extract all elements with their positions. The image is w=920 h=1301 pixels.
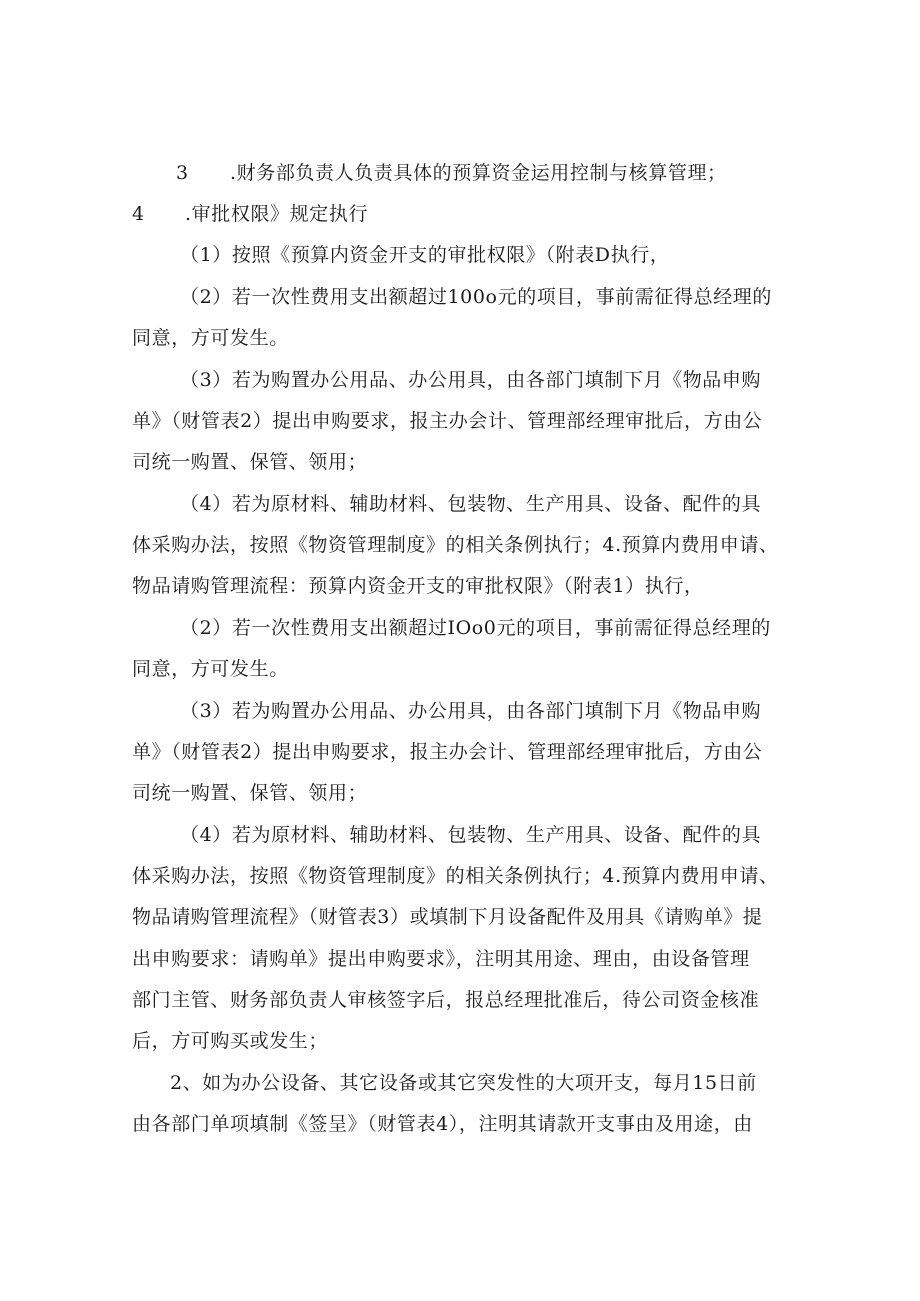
item-text: .财务部负责人负责具体的预算资金运用控制与核算管理； [230, 162, 727, 184]
paragraph-line: 2、如为办公设备、其它设备或其它突发性的大项开支，每月15日前 [170, 1072, 757, 1094]
paragraph-line: 体采购办法，按照《物资管理制度》的相关条例执行；4.预算内费用申请、 [132, 865, 779, 887]
paragraph-line: 出申购要求：请购单》提出申购要求》，注明其用途、理由，由设备管理 [132, 948, 750, 970]
numbered-item [176, 161, 727, 185]
item-number: 4 [132, 203, 145, 225]
paragraph-line: （1）按照《预算内资金开支的审批权限》（附表D执行， [180, 244, 670, 266]
paragraph-line: 单》（财管表2）提出申购要求，报主办会计、管理部经理审批后，方由公 [132, 741, 763, 763]
paragraph-line: （3）若为购置办公用品、办公用具，由各部门填制下月《物品申购 [180, 700, 762, 722]
paragraph-line: 单》（财管表2）提出申购要求，报主办会计、管理部经理审批后，方由公 [132, 410, 763, 432]
paragraph-line: （4）若为原材料、辅助材料、包装物、生产用具、设备、配件的具 [180, 824, 762, 846]
paragraph-line: 部门主管、财务部负责人审核签字后，报总经理批准后，待公司资金核准 [132, 989, 760, 1011]
paragraph-line: 同意，方可发生。 [132, 327, 289, 349]
paragraph-line: 后，方可购买或发生； [132, 1030, 329, 1052]
numbered-item [132, 202, 368, 226]
paragraph-line: （3）若为购置办公用品、办公用具，由各部门填制下月《物品申购 [180, 369, 762, 391]
paragraph-line: 同意，方可发生。 [132, 658, 289, 680]
paragraph-line: （2）若一次性费用支出额超过IOo0元的项目，事前需征得总经理的 [180, 617, 771, 639]
item-text: .审批权限》规定执行 [185, 203, 369, 225]
paragraph-line: 司统一购置、保管、领用； [132, 451, 368, 473]
item-number: 3 [176, 162, 189, 184]
paragraph-line: 由各部门单项填制《签呈》（财管表4），注明其请款开支事由及用途，由 [132, 1113, 753, 1135]
paragraph-line: 司统一购置、保管、领用； [132, 782, 368, 804]
paragraph-line: 物品请购管理流程》（财管表3）或填制下月设备配件及用具《请购单》提 [132, 906, 763, 928]
paragraph-line: （4）若为原材料、辅助材料、包装物、生产用具、设备、配件的具 [180, 493, 762, 515]
paragraph-line: 体采购办法，按照《物资管理制度》的相关条例执行；4.预算内费用申请、 [132, 534, 779, 556]
paragraph-line: 物品请购管理流程：预算内资金开支的审批权限》（附表1）执行， [132, 575, 704, 597]
paragraph-line: （2）若一次性费用支出额超过100o元的项目，事前需征得总经理的 [180, 286, 772, 308]
